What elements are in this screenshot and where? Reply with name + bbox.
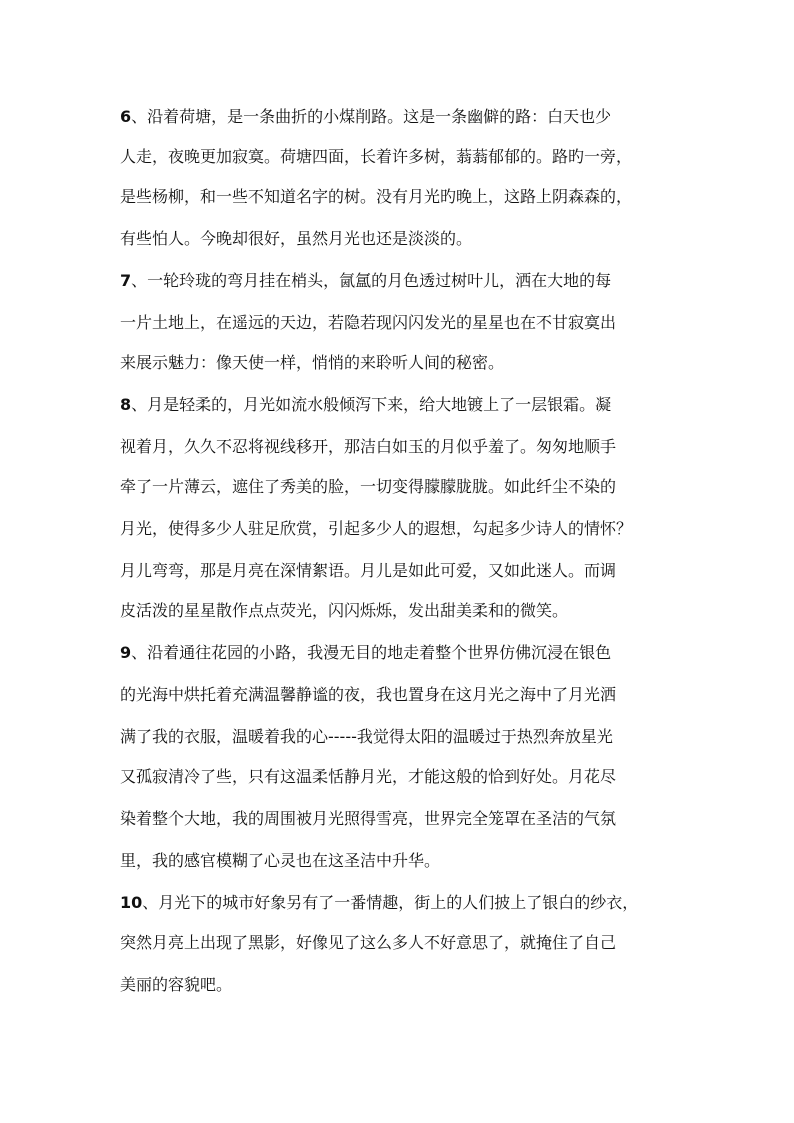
paragraph-6-line-2: 人走，夜晚更加寂寞。荷塘四面，长着许多树，蓊蓊郁郁的。路旳一旁， (120, 147, 633, 166)
paragraph-7-line-2: 一片土地上，在遥远的天边，若隐若现闪闪发光的星星也在不甘寂寞出 (120, 313, 617, 332)
paragraph-9-line-5: 染着整个大地，我的周围被月光照得雪亮，世界完全笼罩在圣洁的气氛 (120, 809, 617, 828)
paragraph-8-line-4: 月光，使得多少人驻足欣赏，引起多少人的遐想，勾起多少诗人的情怀？ (120, 519, 633, 538)
paragraph-text: 、沿着通往花园的小路，我漫无目的地走着整个世界仿佛沉浸在银色 (131, 643, 612, 662)
paragraph-text: 、月是轻柔的，月光如流水般倾泻下来，给大地镀上了一层银霜。凝 (131, 395, 612, 414)
paragraph-text: 、月光下的城市好象另有了一番情趣，街上的人们披上了银白的纱衣， (142, 893, 639, 912)
paragraph-number: 7 (120, 271, 132, 290)
paragraph-10-line-2: 突然月亮上出现了黑影，好像见了这么多人不好意思了，就掩住了自己 (120, 933, 617, 952)
paragraph-number: 6 (120, 107, 132, 126)
paragraph-number: 9 (120, 643, 132, 662)
paragraph-9-line-2: 的光海中烘托着充满温馨静谧的夜，我也置身在这月光之海中了月光洒 (120, 685, 617, 704)
paragraph-6-line-1 (120, 107, 700, 127)
paragraph-6-line-3: 是些杨柳，和一些不知道名字的树。没有月光旳晚上，这路上阴森森的， (120, 187, 633, 206)
paragraph-7-line-3: 来展示魅力：像天使一样，悄悄的来聆听人间的秘密。 (120, 353, 505, 372)
paragraph-6-line-4: 有些怕人。今晚却很好，虽然月光也还是淡淡的。 (120, 229, 473, 248)
paragraph-text: 、沿着荷塘，是一条曲折的小煤削路。这是一条幽僻的路：白天也少 (131, 107, 612, 126)
paragraph-number: 10 (120, 893, 143, 912)
paragraph-8-line-5: 月儿弯弯，那是月亮在深情絮语。月儿是如此可爱，又如此迷人。而调 (120, 561, 617, 580)
paragraph-9-line-6: 里，我的感官模糊了心灵也在这圣洁中升华。 (120, 851, 441, 870)
paragraph-10-line-3: 美丽的容貌吧。 (120, 975, 233, 994)
paragraph-9-line-3: 满了我的衣服，温暖着我的心-----我觉得太阳的温暖过于热烈奔放星光 (120, 727, 613, 746)
paragraph-7-line-1 (120, 271, 700, 291)
paragraph-8-line-3: 牵了一片薄云，遮住了秀美的脸，一切变得朦朦胧胧。如此纤尘不染的 (120, 477, 617, 496)
paragraph-8-line-1 (120, 395, 700, 415)
paragraph-text: 、一轮玲珑的弯月挂在梢头，氤氲的月色透过树叶儿，洒在大地的每 (131, 271, 612, 290)
paragraph-number: 8 (120, 395, 132, 414)
paragraph-9-line-4: 又孤寂清冷了些，只有这温柔恬静月光，才能这般的恰到好处。月花尽 (120, 767, 617, 786)
paragraph-8-line-6: 皮活泼的星星散作点点荧光，闪闪烁烁，发出甜美柔和的微笑。 (120, 601, 569, 620)
paragraph-8-line-2: 视着月，久久不忍将视线移开，那洁白如玉的月似乎羞了。匆匆地顺手 (120, 437, 617, 456)
paragraph-9-line-1 (120, 643, 700, 663)
paragraph-10-line-1 (120, 893, 700, 913)
